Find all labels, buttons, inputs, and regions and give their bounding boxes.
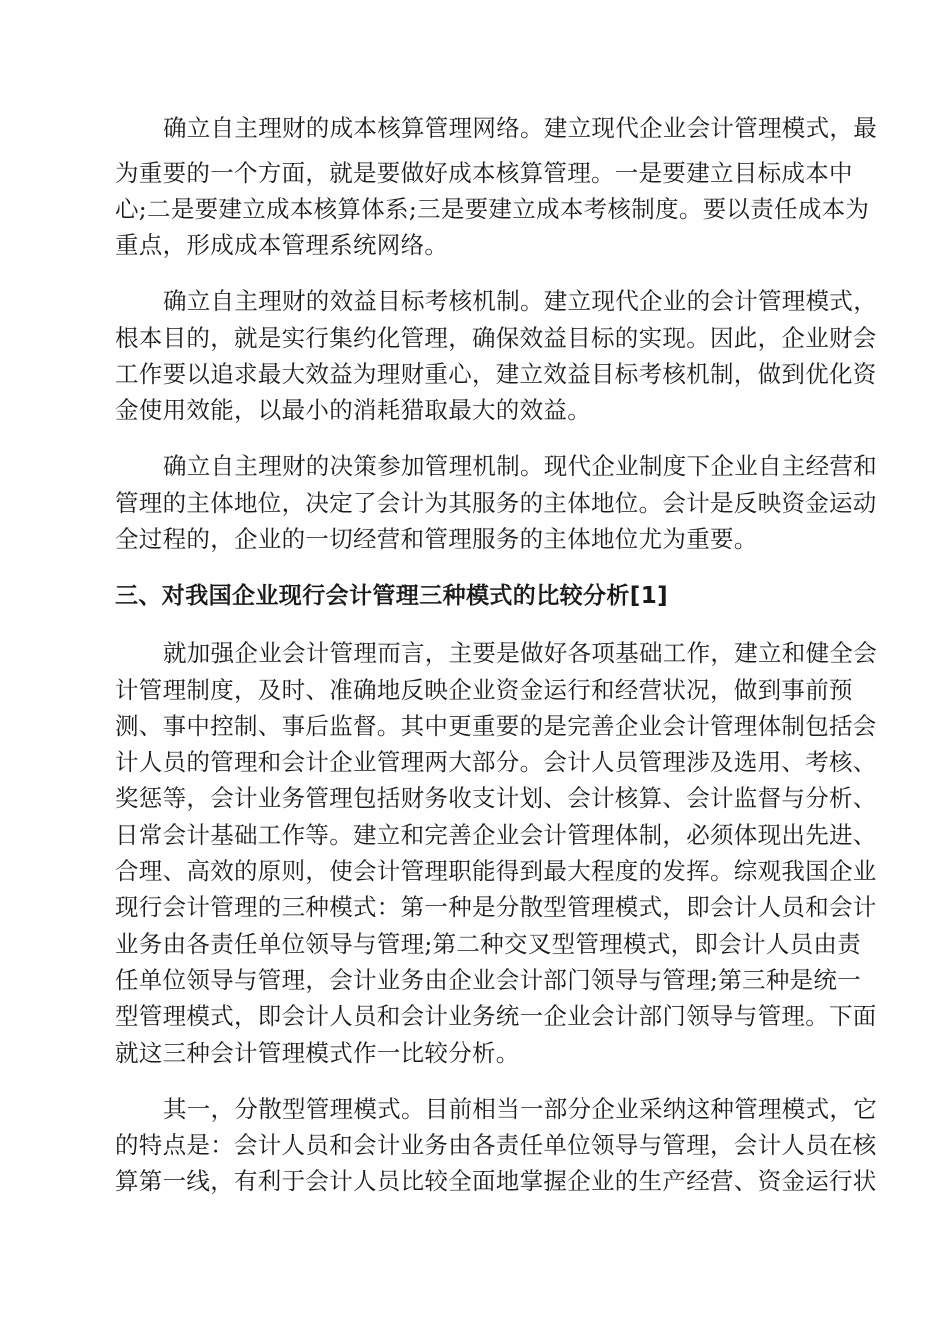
paragraph-5-line-3: 算第一线，有利于会计人员比较全面地掌握企业的生产经营、资金运行状 [115, 1167, 877, 1195]
paragraph-4-line-1: 就加强企业会计管理而言，主要是做好各项基础工作，建立和健全会 [163, 639, 877, 667]
paragraph-3-line-2: 管理的主体地位，决定了会计为其服务的主体地位。会计是反映资金运动 [115, 489, 877, 517]
paragraph-4-line-5: 奖惩等，会计业务管理包括财务收支计划、会计核算、会计监督与分析、 [115, 784, 877, 812]
paragraph-1-line-4: 重点，形成成本管理系统网络。 [115, 231, 449, 259]
paragraph-4-line-12: 就这三种会计管理模式作一比较分析。 [115, 1039, 520, 1067]
paragraph-4-line-9: 业务由各责任单位领导与管理;第二种交叉型管理模式，即会计人员由责 [115, 930, 862, 958]
paragraph-4-line-8: 现行会计管理的三种模式：第一种是分散型管理模式，即会计人员和会计 [115, 893, 877, 921]
paragraph-3-line-3: 全过程的，企业的一切经营和管理服务的主体地位尤为重要。 [115, 525, 758, 553]
paragraph-4-line-4: 计人员的管理和会计企业管理两大部分。会计人员管理涉及选用、考核、 [115, 748, 877, 776]
paragraph-2-line-4: 金使用效能，以最小的消耗猎取最大的效益。 [115, 396, 591, 424]
paragraph-5-line-2: 的特点是：会计人员和会计业务由各责任单位领导与管理，会计人员在核 [115, 1131, 877, 1159]
paragraph-4-line-11: 型管理模式，即会计人员和会计业务统一企业会计部门领导与管理。下面 [115, 1002, 877, 1030]
paragraph-1-line-3: 心;二是要建立成本核算体系;三是要建立成本考核制度。要以责任成本为 [115, 195, 870, 223]
paragraph-4-line-3: 测、事中控制、事后监督。其中更重要的是完善企业会计管理体制包括会 [115, 712, 877, 740]
paragraph-4-line-6: 日常会计基础工作等。建立和完善企业会计管理体制，必须体现出先进、 [115, 821, 877, 849]
paragraph-2-line-3: 工作要以追求最大效益为理财重心，建立效益目标考核机制，做到优化资 [115, 360, 877, 388]
paragraph-1-line-1: 确立自主理财的成本核算管理网络。建立现代企业会计管理模式，最 [163, 114, 877, 142]
paragraph-4-line-7: 合理、高效的原则，使会计管理职能得到最大程度的发挥。综观我国企业 [115, 857, 877, 885]
paragraph-2-line-1: 确立自主理财的效益目标考核机制。建立现代企业的会计管理模式， [163, 287, 877, 315]
paragraph-5-line-1: 其一，分散型管理模式。目前相当一部分企业采纳这种管理模式，它 [163, 1095, 877, 1123]
paragraph-2-line-2: 根本目的，就是实行集约化管理，确保效益目标的实现。因此，企业财会 [115, 324, 877, 352]
paragraph-4-line-2: 计管理制度，及时、准确地反映企业资金运行和经营状况，做到事前预 [115, 676, 853, 704]
paragraph-4-line-10: 任单位领导与管理，会计业务由企业会计部门领导与管理;第三种是统一 [115, 966, 862, 994]
paragraph-3-line-1: 确立自主理财的决策参加管理机制。现代企业制度下企业自主经营和 [163, 452, 877, 480]
section-heading: 三、对我国企业现行会计管理三种模式的比较分析[1] [115, 583, 669, 609]
paragraph-1-line-2: 为重要的一个方面，就是要做好成本核算管理。一是要建立目标成本中 [115, 159, 853, 187]
